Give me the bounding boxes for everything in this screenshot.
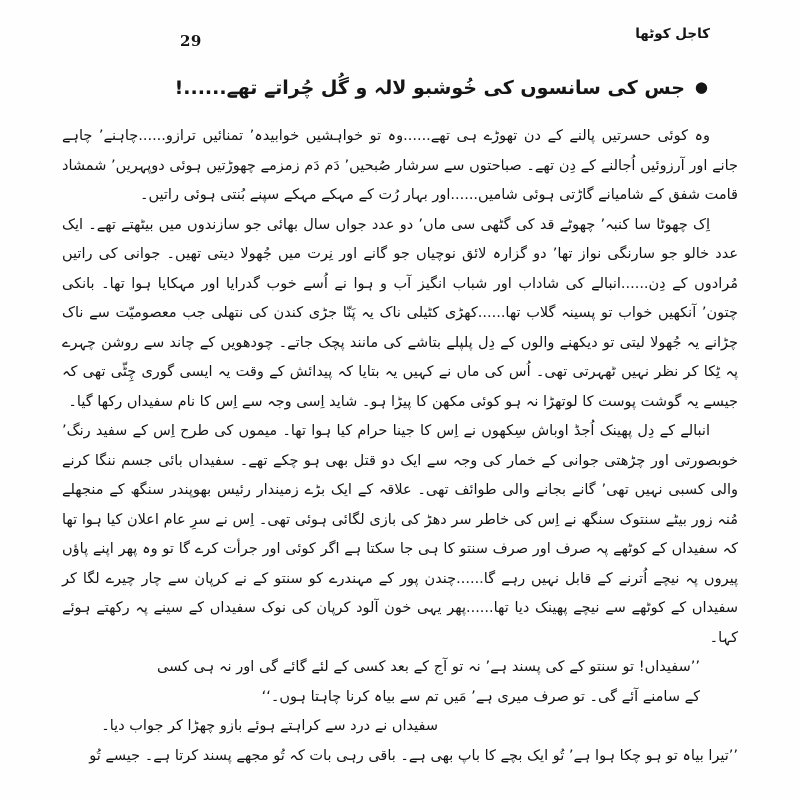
closing-dialogue-line: ’’تیرا بیاہ تو ہو چکا ہوا ہے’ تُو ایک بچے کا باپ بھی ہے۔ باقی رہی بات کہ تُو مجھے پسند کرتا ہے۔ جیسے تُو xyxy=(89,747,738,764)
dialogue-quote: ’’سفیداں! تو سنتو کے کی پسند ہے’ نہ تو آج کے بعد کسی کے لئے گائے گی اور نہ ہی کسی کے سامنے آئے گی۔ تو صرف میری ہے’ مَیں تم سے بیاہ کرنا چاہتا ہوں۔‘‘ xyxy=(157,659,700,705)
bullet-icon: ● xyxy=(694,78,708,96)
epigraph-text: جس کی سانسوں کی خُوشبو لالہ و گُل چُراتے تھے......! xyxy=(174,77,685,99)
page-number: 29 xyxy=(180,32,202,50)
paragraph-1: وہ کوئی حسرتیں پالنے کے دن تھوڑے ہی تھے......وہ تو خواہشیں خوابیدہ’ تمنائیں ترازو......چاہنے’ چاہے جانے اور آرزوئیں اُجالنے کے دِن تھے۔ صباحتوں سے سرشار صُبحیں’ دَم دَم زمزمے چھوڑتیں ہوئی دوپہریں’ شمشاد قامت شفق کے شامیانے گاڑتی ہوئی شامیں......اور بہار رُت کے مہکے مہکے سپنے بُنتی ہوئی راتیں۔ xyxy=(62,128,738,203)
chapter-epigraph-line xyxy=(60,70,708,105)
paragraph-3: انبالے کے دِل پھینک اُجڈ اوباش سِکھوں نے اِس کا جینا حرام کیا ہوا تھا۔ میموں کی طرح اِس کے سفید رنگ’ خوبصورتی اور چڑھتی جوانی کے خمار کی وجہ سے ایک دو قتل بھی ہو چکے تھے۔ سفیداں بائی جسم ننگا کرنے والی کسبی نہیں تھی’ گانے بجانے والی طوائف تھی۔ علاقہ کے ایک بڑے زمیندار رئیس بھوپندر سنگھ کے منجھلے مُنہ زور بیٹے سنتوک سنگھ نے اِس کی خاطر سر دھڑ کی بازی لگائی ہوئی تھی۔ اِس نے سرِ عام اعلان کیا ہوا تھا کہ سفیداں کے کوٹھے پہ صرف اور صرف سنتو کا ہی جا سکتا ہے اگر کوئی اور جرأت کرے گا تو وہ پھر اپنے پاؤں پیروں پہ نیچے اُترنے کے قابل نہیں رہے گا......چندن پور کے مہندرے کو سنتو کے نے کرپان سے چار چیرے لگا کر سفیداں کے کوٹھے سے نیچے پھینک دیا تھا......پھر یہی خون آلود کرپان کی نوک سفیداں کے سینے پہ رکھتے ہوئے کہا۔ xyxy=(62,423,738,646)
page-body xyxy=(62,122,738,771)
running-title: کاجل کوٹھا xyxy=(635,26,710,42)
narration-line: سفیداں نے درد سے کراہتے ہوئے بازو چھڑا کر جواب دیا۔ xyxy=(101,718,438,734)
paragraph-2: اِک چھوٹا سا کنبہ’ چھوٹے قد کی گٹھی سی ماں’ دو عدد جواں سال بھائی جو سازندوں میں بیٹھتے تھے۔ ایک عدد خالو جو سارنگی نواز تھا’ دو گزارہ لائق نوچیاں جو گانے اور نِرت میں جُھولا دیتی تھیں۔ جوانی کی راتیں مُرادوں کے دِن......انبالے کی شاداب اور شباب انگیز آب و ہوا نے اُسے خوب گدرایا اور مہکایا ہوا تھا۔ بانکی چتون’ آنکھیں خواب تو پسینہ گلاب تھا......کھڑی کٹیلی ناک یہ پَنّا جڑی کندن کی نتھلی جب معصومیّت سے ناک چڑانے یہ جُھولا لیتی تو دیکھنے والوں کے دِل پلپلے بتاشے کی مانند پچک جاتے۔ چودھویں کے چاند سے روشن چہرے پہ ٹِکا کر نظر نہیں ٹھہرتی تھی۔ اُس کی ماں نے کہیں یہ بتایا کہ پیدائش کے وقت یہ ایسی گوری چِٹّی تھی کہ جیسے یہ گوشت پوست کا لوتھڑا نہ ہو کوئی مکھن کا پیڑا ہو۔ شاید اِسی وجہ سے اِس کا نام سفیداں رکھا گیا۔ xyxy=(62,216,738,410)
